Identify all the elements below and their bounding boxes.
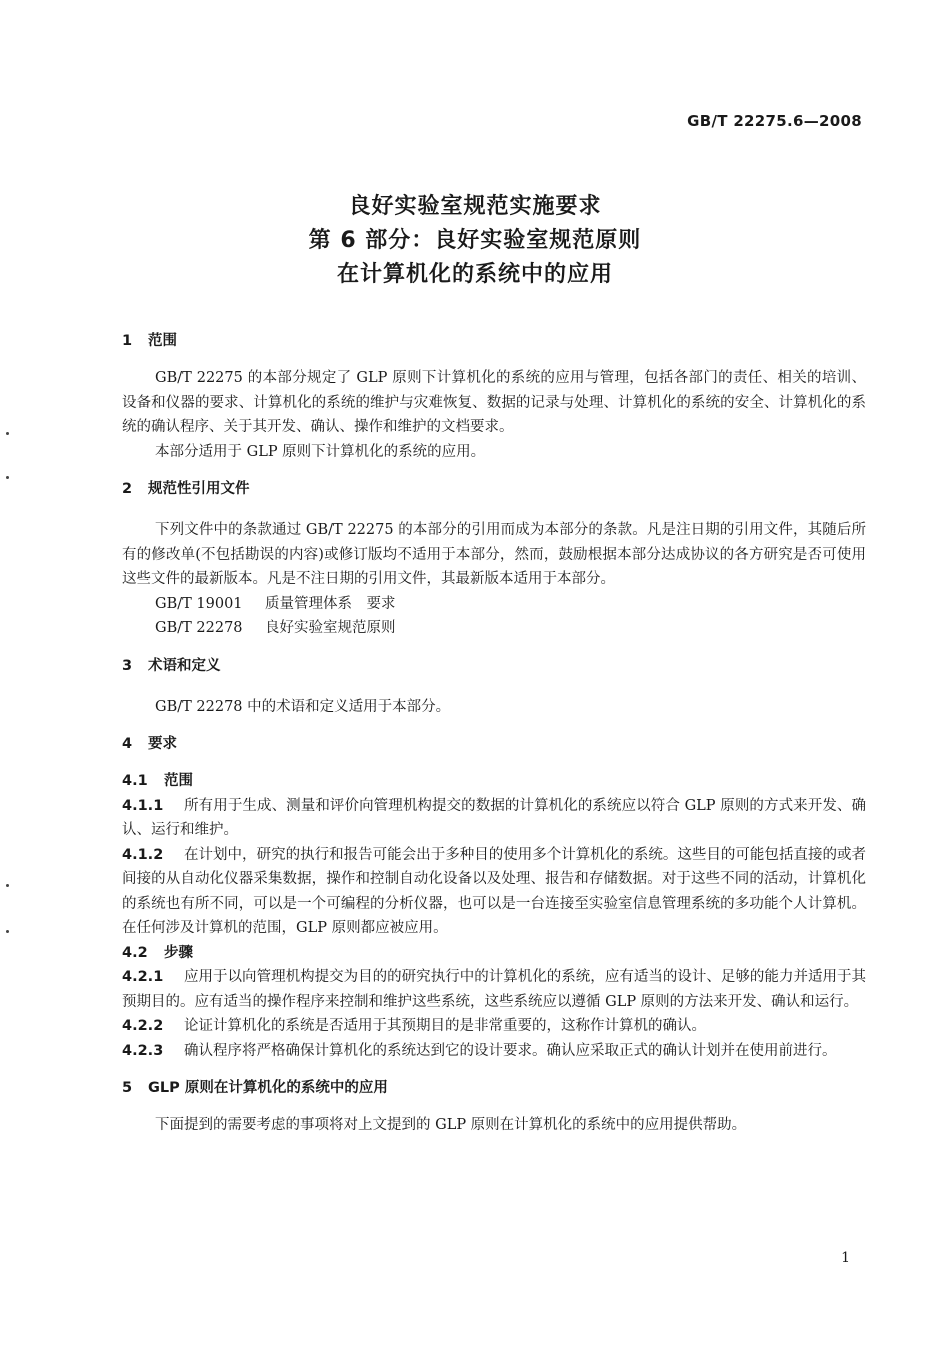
section-1-paragraph-1: GB/T 22275 的本部分规定了 GLP 原则下计算机化的系统的应用与管理，包括各部门的责任、相关的培训、设备和仪器的要求、计算机化的系统的维护与灾难恢复、数据的记录与处理、计算机化的系统的安全、计算机化的系统的确认程序、关于其开发、确认、操作和维护的文档要求。 bbox=[122, 370, 866, 435]
clause-number: 4.2.2 bbox=[122, 1018, 164, 1034]
clause-text: 应用于以向管理机构提交为目的的研究执行中的计算机化的系统，应有适当的设计、足够的能力并适用于其预期目的。应有适当的操作程序来控制和维护这些系统，这些系统应以遵循 GLP 原则的方法来开发、确认和运行。 bbox=[122, 969, 866, 1010]
subsection-number: 4.2 bbox=[122, 944, 148, 961]
scan-dot bbox=[6, 884, 9, 887]
section-1-paragraph-2: 本部分适用于 GLP 原则下计算机化的系统的应用。 bbox=[155, 443, 486, 460]
scan-dot bbox=[6, 432, 9, 435]
subsection-4-1-heading bbox=[122, 769, 866, 794]
section-number: 4 bbox=[122, 736, 133, 752]
section-number: 1 bbox=[122, 333, 133, 349]
page-number: 1 bbox=[841, 1250, 850, 1266]
section-title: 要求 bbox=[148, 736, 177, 752]
clause-4-2-2 bbox=[122, 1014, 866, 1039]
title-line-1: 良好实验室规范实施要求 bbox=[348, 194, 602, 219]
section-title: 规范性引用文件 bbox=[148, 481, 250, 497]
reference-item bbox=[122, 616, 866, 641]
section-3-paragraph-1: GB/T 22278 中的术语和定义适用于本部分。 bbox=[155, 698, 451, 715]
section-3-heading bbox=[122, 653, 866, 679]
section-1-heading bbox=[122, 328, 866, 354]
clause-number: 4.1.1 bbox=[122, 797, 164, 814]
reference-code: GB/T 19001 bbox=[155, 595, 243, 612]
subsection-number: 4.1 bbox=[122, 773, 148, 789]
section-title: 术语和定义 bbox=[148, 657, 221, 674]
reference-name: 质量管理体系 要求 bbox=[265, 595, 396, 612]
section-number: 5 bbox=[122, 1080, 133, 1096]
document-title bbox=[0, 190, 950, 292]
clause-4-2-3 bbox=[122, 1039, 866, 1064]
section-5-paragraph-1: 下面提到的需要考虑的事项将对上文提到的 GLP 原则在计算机化的系统中的应用提供帮助。 bbox=[155, 1117, 747, 1133]
title-line-2: 第 6 部分：良好实验室规范原则 bbox=[308, 228, 642, 253]
clause-4-1-2 bbox=[122, 843, 866, 941]
section-number: 3 bbox=[122, 657, 133, 674]
clause-text: 论证计算机化的系统是否适用于其预期目的是非常重要的，这称作计算机的确认。 bbox=[184, 1018, 706, 1034]
title-line-3: 在计算机化的系统中的应用 bbox=[336, 262, 613, 287]
clause-text: 所有用于生成、测量和评价向管理机构提交的数据的计算机化的系统应以符合 GLP 原则的方式来开发、确认、运行和维护。 bbox=[122, 797, 866, 838]
clause-text: 确认程序将严格确保计算机化的系统达到它的设计要求。确认应采取正式的确认计划并在使用前进行。 bbox=[184, 1042, 837, 1059]
clause-number: 4.1.2 bbox=[122, 846, 164, 863]
reference-item bbox=[122, 592, 866, 617]
scan-dot bbox=[6, 476, 9, 479]
subsection-title: 步骤 bbox=[164, 944, 193, 961]
clause-number: 4.2.3 bbox=[122, 1042, 164, 1059]
clause-text: 在计划中，研究的执行和报告可能会出于多种目的使用多个计算机化的系统。这些目的可能包括直接的或者间接的从自动化仪器采集数据，操作和控制自动化设备以及处理、报告和存储数据。对于这些不同的活动，计算机化的系统也有所不同，可以是一个可编程的分析仪器，也可以是一台连接至实验室信息管理系统的多功能个人计算机。在任何涉及计算机的范围，GLP 原则都应被应用。 bbox=[122, 846, 866, 936]
section-title: GLP 原则在计算机化的系统中的应用 bbox=[148, 1080, 388, 1096]
subsection-4-2-heading bbox=[122, 941, 866, 966]
reference-name: 良好实验室规范原则 bbox=[265, 620, 396, 636]
subsection-title: 范围 bbox=[164, 773, 193, 789]
scan-dot bbox=[6, 930, 9, 933]
section-2-paragraph-1: 下列文件中的条款通过 GB/T 22275 的本部分的引用而成为本部分的条款。凡是注日期的引用文件，其随后所有的修改单(不包括勘误的内容)或修订版均不适用于本部分，然而，鼓励根据本部分达成协议的各方研究是否可使用这些文件的最新版本。凡是不注日期的引用文件，其最新版本适用于本部分。 bbox=[122, 522, 866, 587]
reference-code: GB/T 22278 bbox=[155, 620, 243, 636]
standard-number: GB/T 22275.6—2008 bbox=[687, 112, 862, 130]
section-2-heading bbox=[122, 476, 866, 502]
document-body bbox=[122, 328, 866, 1138]
section-5-heading bbox=[122, 1075, 866, 1101]
clause-4-2-1 bbox=[122, 965, 866, 1014]
section-title: 范围 bbox=[148, 333, 177, 349]
section-number: 2 bbox=[122, 481, 133, 497]
clause-4-1-1 bbox=[122, 794, 866, 843]
section-4-heading bbox=[122, 731, 866, 757]
clause-number: 4.2.1 bbox=[122, 969, 164, 985]
